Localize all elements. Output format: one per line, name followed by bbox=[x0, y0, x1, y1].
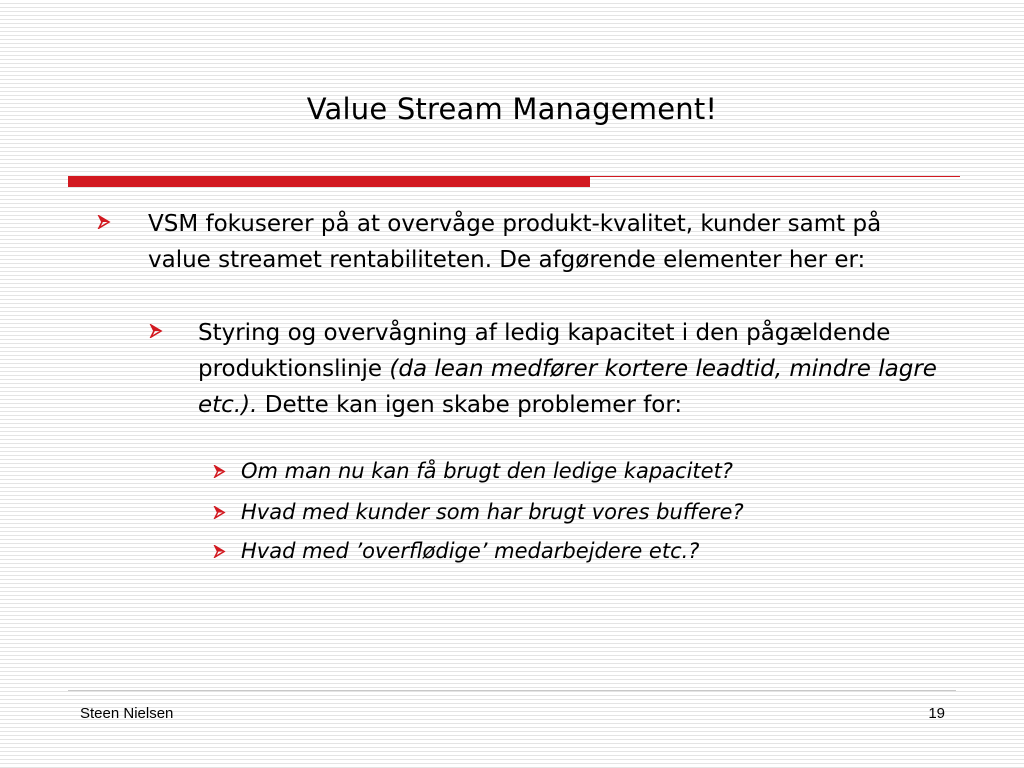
slide-title: Value Stream Management! bbox=[306, 92, 718, 126]
arrow-bullet-icon bbox=[149, 324, 163, 338]
arrow-bullet-icon bbox=[213, 506, 226, 519]
bullet-level3-text: Hvad med ’overflødige’ medarbejdere etc.? bbox=[241, 539, 700, 563]
bullet-level3-text: Hvad med kunder som har brugt vores buffere? bbox=[241, 500, 744, 524]
bullet-level3-text: Om man nu kan få brugt den ledige kapacitet? bbox=[241, 459, 733, 483]
bullet-level2-text-normal: Styring og overvågning af ledig kapacitet i den pågældende produktionslinje bbox=[198, 320, 891, 382]
bullet-level1-text: VSM fokuserer på at overvåge produkt-kvalitet, kunder samt på value streamet rentabiliteten. De afgørende elementer her er: bbox=[148, 211, 882, 273]
footer-author: Steen Nielsen bbox=[80, 705, 174, 722]
arrow-bullet-icon bbox=[213, 545, 226, 558]
bullet-level2-text bbox=[198, 315, 938, 423]
bullet-level2-text-italic: (da lean medfører kortere leadtid, mindre lagre etc.). bbox=[198, 356, 937, 418]
footer-divider bbox=[68, 690, 956, 691]
arrow-bullet-icon bbox=[213, 465, 226, 478]
footer-page-number: 19 bbox=[928, 705, 945, 722]
arrow-bullet-icon bbox=[97, 215, 111, 229]
bullet-level2-text-tail: Dette kan igen skabe problemer for: bbox=[257, 392, 683, 418]
